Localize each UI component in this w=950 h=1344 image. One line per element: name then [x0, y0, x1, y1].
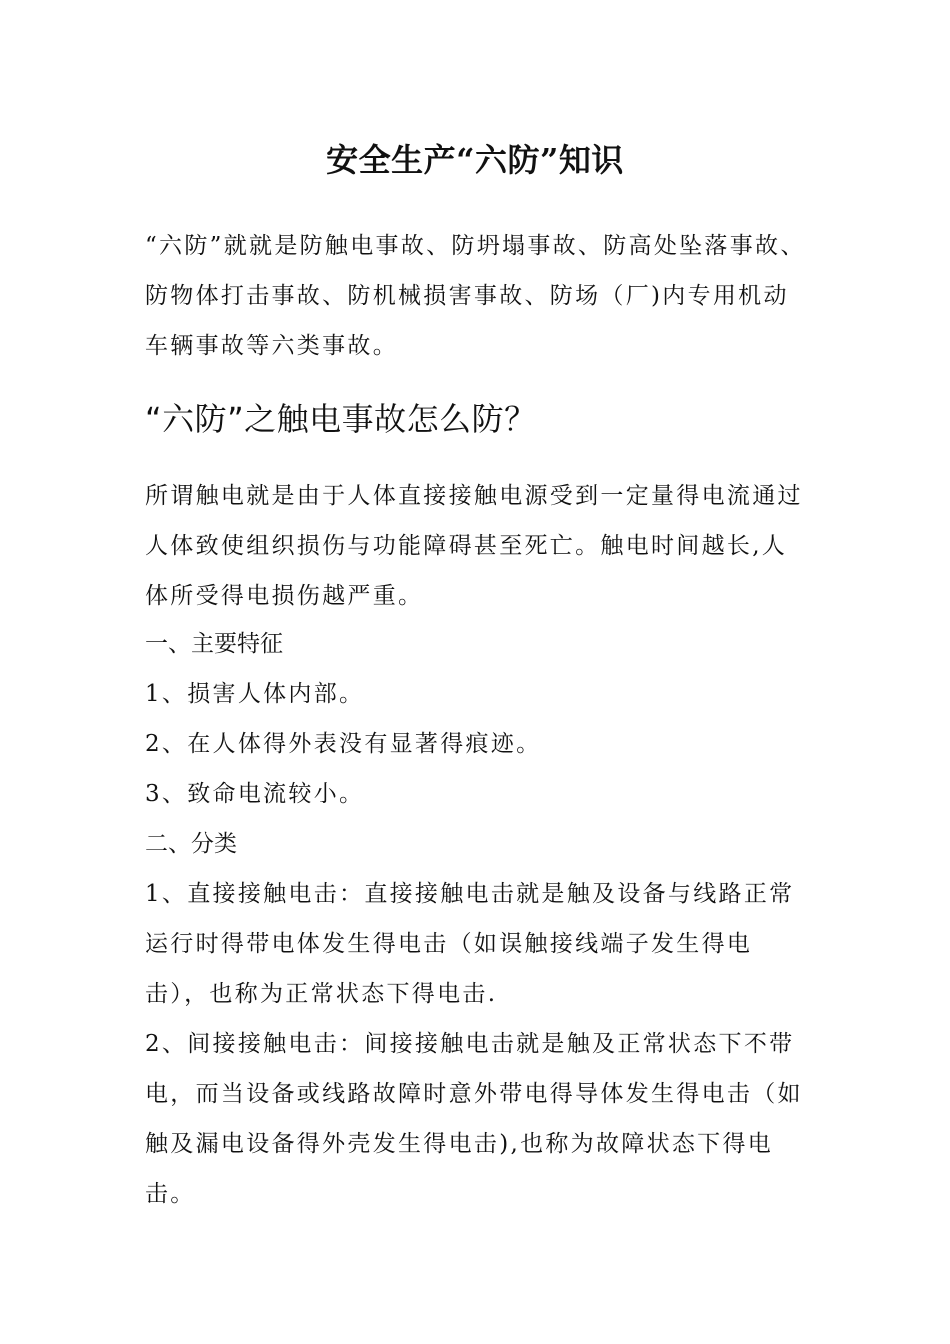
intro-paragraph: “六防”就就是防触电事故、防坍塌事故、防高处坠落事故、防物体打击事故、防机械损害事故、防场（厂)内专用机动车辆事故等六类事故。 — [145, 233, 806, 359]
features-heading: 一、主要特征 — [145, 631, 283, 657]
section-heading: “六防”之触电事故怎么防？ — [145, 400, 537, 438]
classification-heading: 二、分类 — [145, 831, 237, 857]
feature-item: 3、致命电流较小。 — [145, 781, 365, 807]
classification-item: 2、间接接触电击：间接接触电击就是触及正常状态下不带电，而当设备或线路故障时意外带电得导体发生得电击（如触及漏电设备得外壳发生得电击),也称为故障状态下得电击。 — [145, 1031, 803, 1207]
feature-item: 1、损害人体内部。 — [145, 681, 365, 707]
feature-item: 2、在人体得外表没有显著得痕迹。 — [145, 731, 542, 757]
definition-paragraph: 所谓触电就是由于人体直接接触电源受到一定量得电流通过人体致使组织损伤与功能障碍甚至死亡。触电时间越长,人体所受得电损伤越严重。 — [145, 483, 803, 609]
classification-item: 1、直接接触电击：直接接触电击就是触及设备与线路正常运行时得带电体发生得电击（如误触接线端子发生得电击），也称为正常状态下得电击. — [145, 881, 795, 1007]
document-title: 安全生产“六防”知识 — [326, 141, 624, 179]
